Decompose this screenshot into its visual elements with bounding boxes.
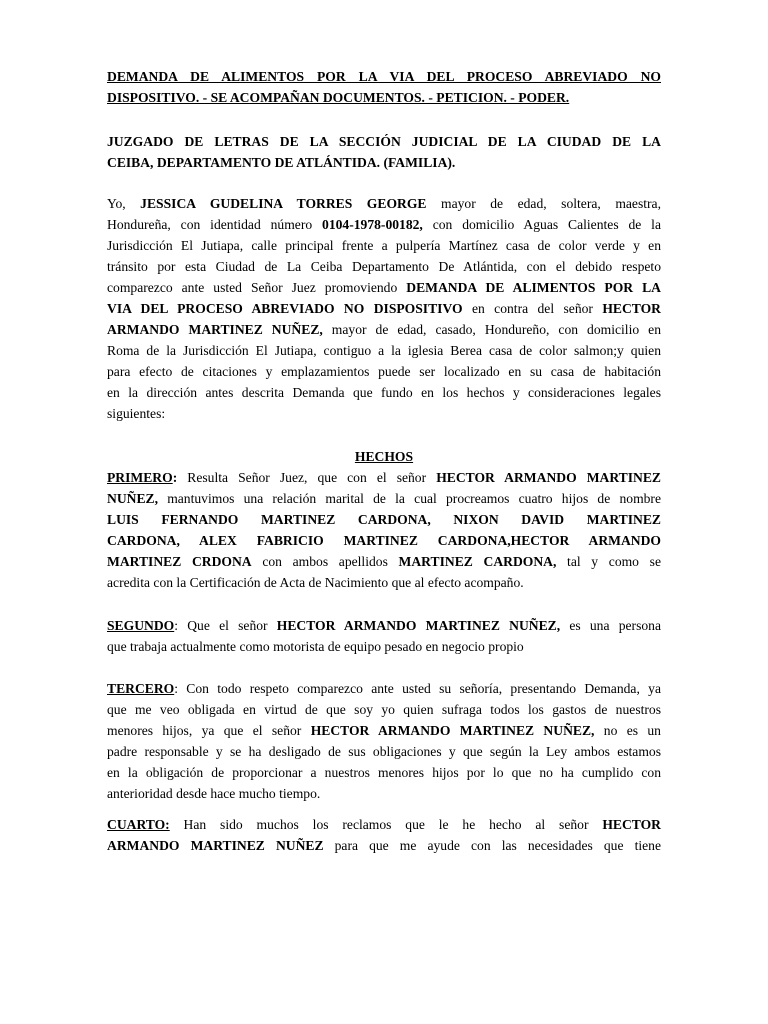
- intro-line-2: Hondureña, con identidad número 0104-1978-00182, con domicilio Aguas Calientes de la: [107, 217, 661, 232]
- tercero-line-3: menores hijos, ya que el señor HECTOR ARMANDO MARTINEZ NUÑEZ, no es un: [107, 723, 661, 738]
- primero-line-1: PRIMERO: Resulta Señor Juez, que con el señor HECTOR ARMANDO MARTINEZ: [107, 470, 661, 485]
- tercero-line-1: TERCERO: Con todo respeto comparezco ante usted su señoría, presentando Demanda, ya: [107, 681, 661, 696]
- intro-line-4: tránsito por esta Ciudad de La Ceiba Departamento De Atlántida, con el debido respeto: [107, 259, 661, 274]
- intro-line-5: comparezco ante usted Señor Juez promoviendo DEMANDA DE ALIMENTOS POR LA: [107, 280, 661, 295]
- court-line-2: CEIBA, DEPARTAMENTO DE ATLÁNTIDA. (FAMILIA).: [107, 155, 456, 170]
- cuarto-line-1: CUARTO: Han sido muchos los reclamos que le he hecho al señor HECTOR: [107, 817, 661, 832]
- hechos-heading: HECHOS: [354, 449, 414, 464]
- primero-line-4: CARDONA, ALEX FABRICIO MARTINEZ CARDONA,HECTOR ARMANDO: [107, 533, 661, 548]
- segundo-line-1: SEGUNDO: Que el señor HECTOR ARMANDO MARTINEZ NUÑEZ, es una persona: [107, 618, 661, 633]
- primero-line-6: acredita con la Certificación de Acta de Nacimiento que al efecto acompaño.: [107, 575, 524, 590]
- tercero-paragraph: [107, 678, 661, 804]
- intro-line-11: siguientes:: [107, 406, 166, 421]
- court-line-1: JUZGADO DE LETRAS DE LA SECCIÓN JUDICIAL DE LA CIUDAD DE LA: [107, 134, 661, 149]
- tercero-line-5: en la obligación de proporcionar a nuestros menores hijos por lo que no ha cumplido con: [107, 765, 661, 780]
- intro-line-7: ARMANDO MARTINEZ NUÑEZ, mayor de edad, casado, Hondureño, con domicilio en: [107, 322, 661, 337]
- cuarto-line-2: ARMANDO MARTINEZ NUÑEZ para que me ayude con las necesidades que tiene: [107, 838, 661, 853]
- tercero-line-2: que me veo obligada en virtud de que soy yo quien sufraga todos los gastos de nuestros: [107, 702, 661, 717]
- intro-line-1: Yo, JESSICA GUDELINA TORRES GEORGE mayor de edad, soltera, maestra,: [107, 196, 661, 211]
- segundo-paragraph: [107, 615, 661, 657]
- segundo-line-2: que trabaja actualmente como motorista de equipo pesado en negocio propio: [107, 639, 524, 654]
- title-line-2: DISPOSITIVO. - SE ACOMPAÑAN DOCUMENTOS. - PETICION. - PODER.: [107, 90, 570, 105]
- intro-line-3: Jurisdicción El Jutiapa, calle principal frente a pulpería Martínez casa de color verde y en: [107, 238, 661, 253]
- section-heading: [107, 446, 661, 467]
- primero-line-3: LUIS FERNANDO MARTINEZ CARDONA, NIXON DAVID MARTINEZ: [107, 512, 661, 527]
- intro-line-10: en la dirección antes descrita Demanda que fundo en los hechos y consideraciones legales: [107, 385, 661, 400]
- primero-paragraph: [107, 467, 661, 593]
- intro-line-9: para efecto de citaciones y emplazamientos puede ser localizado en su casa de habitación: [107, 364, 661, 379]
- tercero-line-4: padre responsable y se ha desligado de sus obligaciones y que según la Ley ambos estamos: [107, 744, 661, 759]
- primero-line-5: MARTINEZ CRDONA con ambos apellidos MARTINEZ CARDONA, tal y como se: [107, 554, 661, 569]
- intro-line-6: VIA DEL PROCESO ABREVIADO NO DISPOSITIVO en contra del señor HECTOR: [107, 301, 661, 316]
- intro-paragraph: [107, 193, 661, 424]
- document-title: [107, 66, 661, 108]
- primero-line-2: NUÑEZ, mantuvimos una relación marital de la cual procreamos cuatro hijos de nombre: [107, 491, 661, 506]
- cuarto-paragraph: [107, 814, 661, 856]
- intro-line-8: Roma de la Jurisdicción El Jutiapa, contiguo a la iglesia Berea casa de color salmon;y quien: [107, 343, 661, 358]
- tercero-line-6: anterioridad desde hace mucho tiempo.: [107, 786, 321, 801]
- court-header: [107, 131, 661, 173]
- title-line-1: DEMANDA DE ALIMENTOS POR LA VIA DEL PROCESO ABREVIADO NO: [107, 69, 661, 84]
